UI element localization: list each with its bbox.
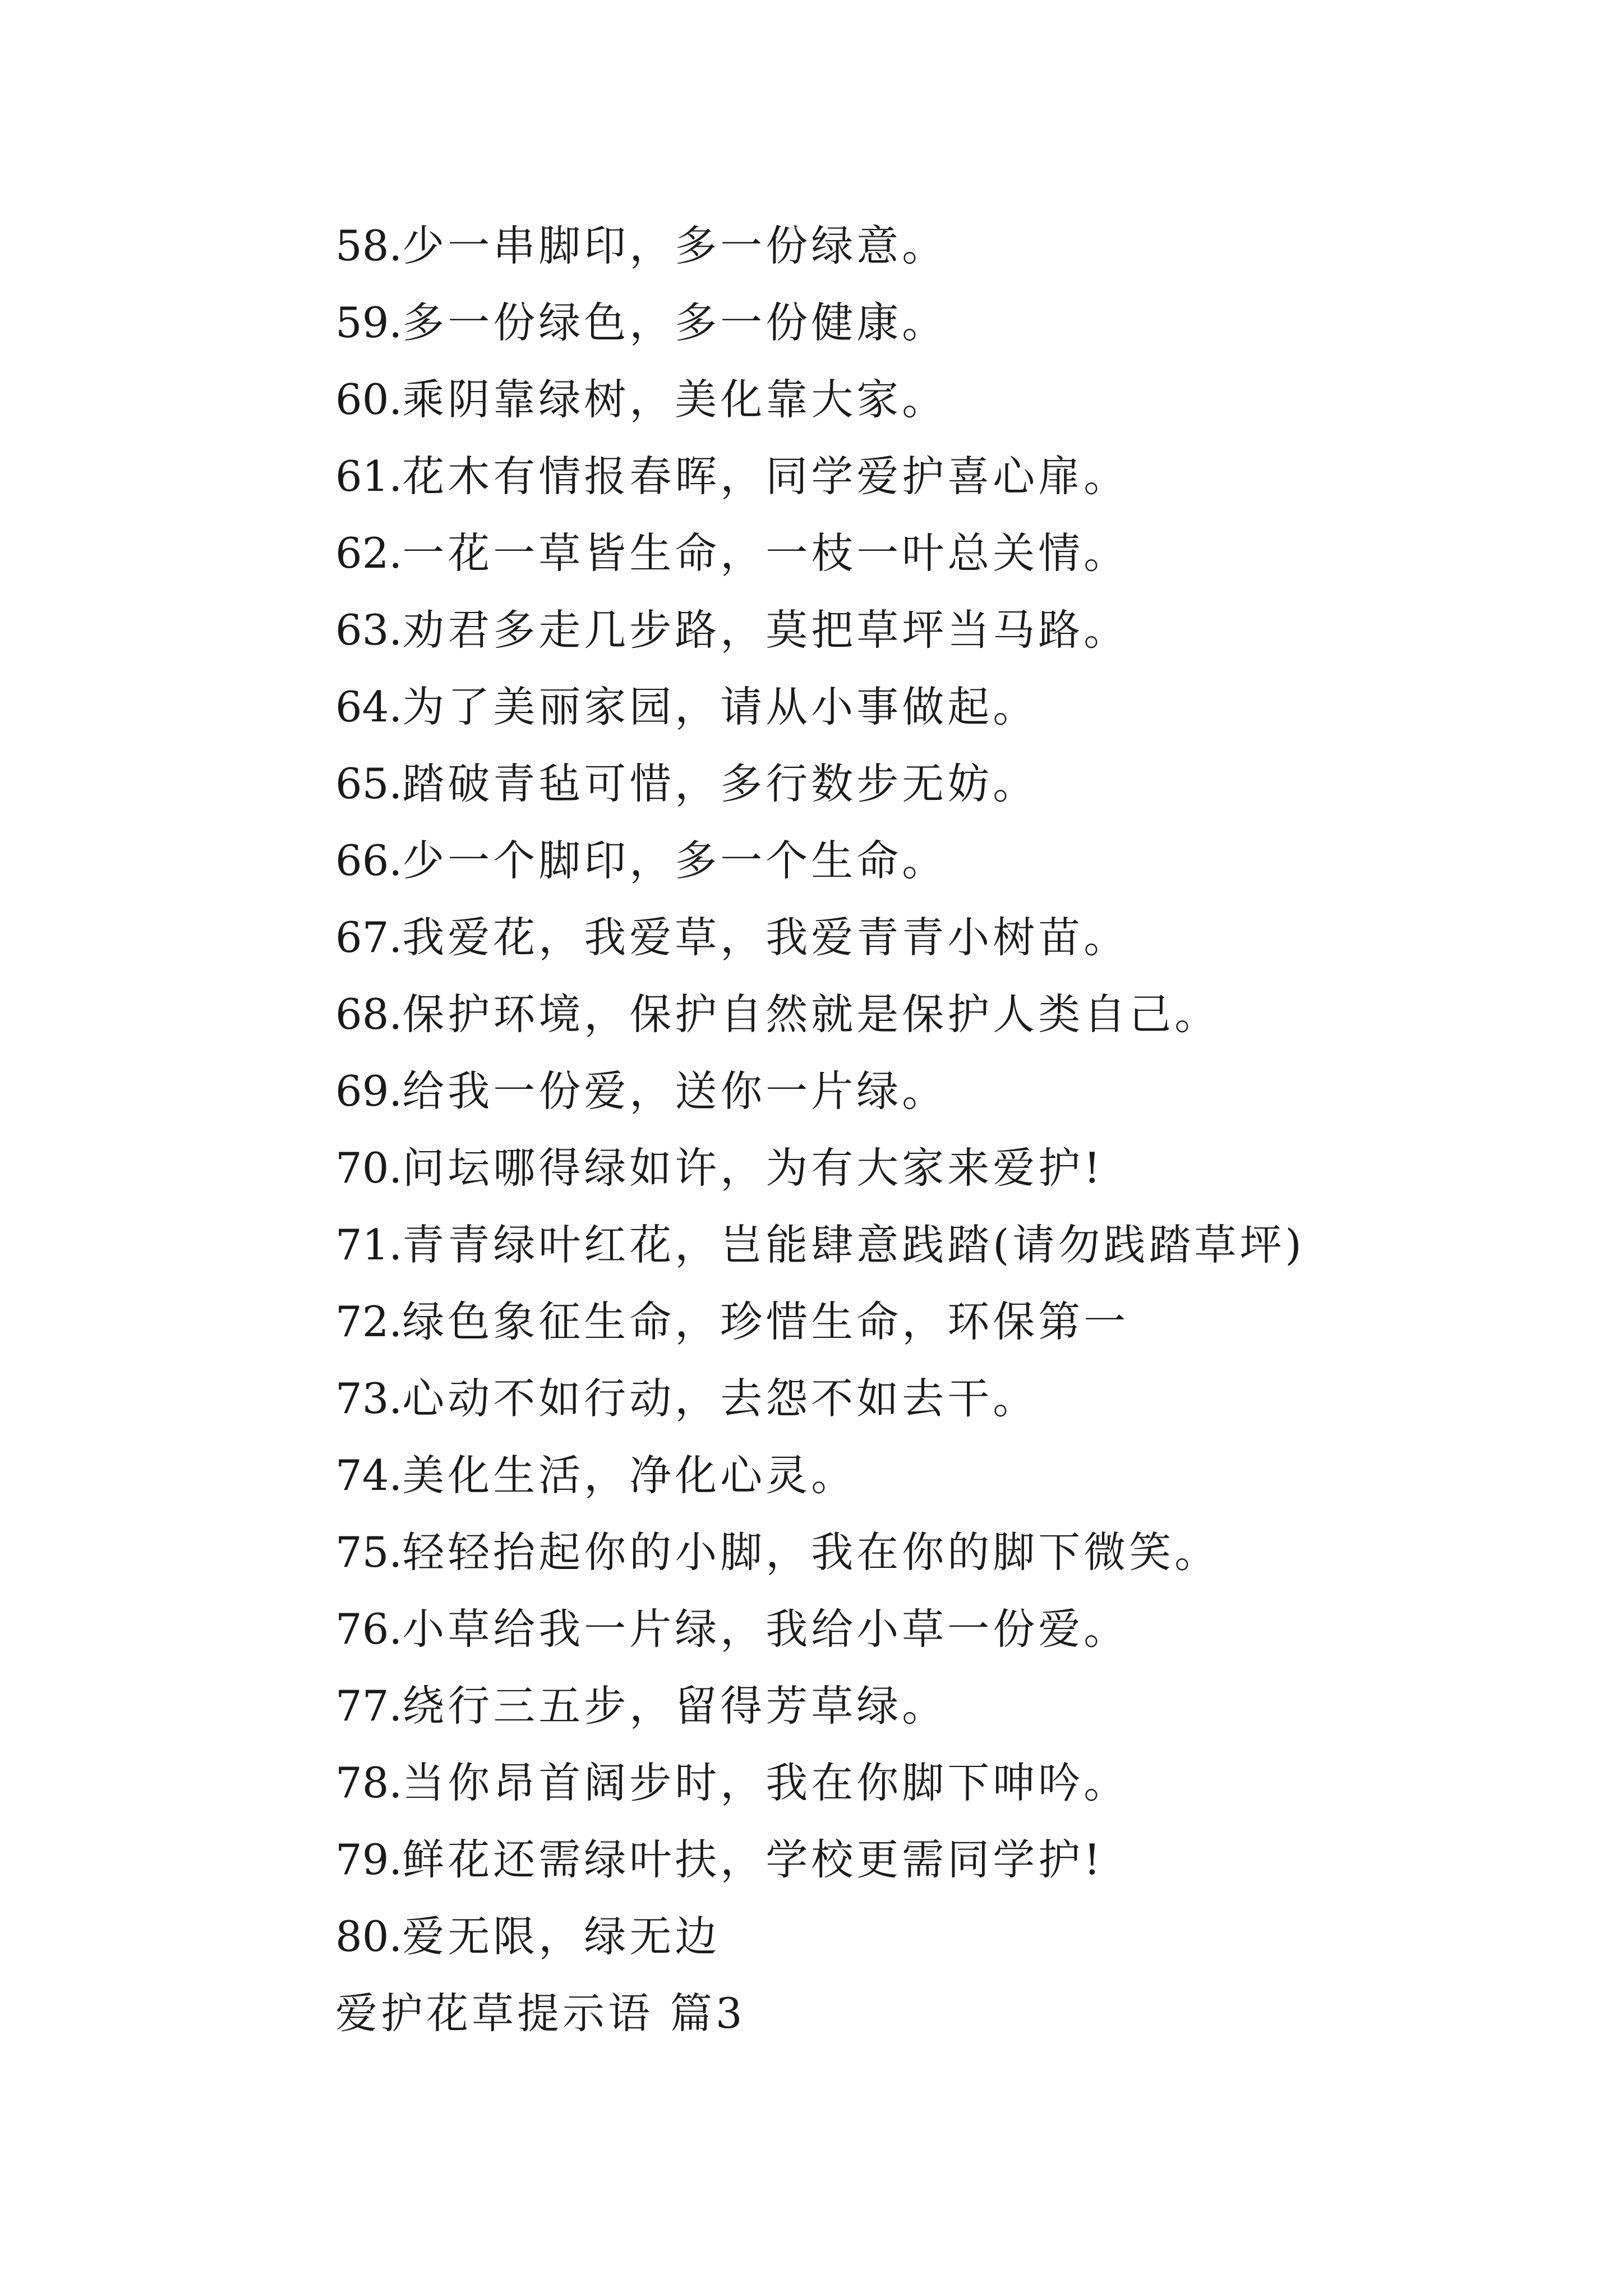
item-number: 74. <box>335 1451 403 1500</box>
item-text: 保护环境，保护自然就是保护人类自己。 <box>402 990 1220 1039</box>
item-number: 76. <box>335 1604 403 1654</box>
item-text: 给我一份爱，送你一片绿。 <box>402 1066 948 1116</box>
item-number: 71. <box>335 1220 403 1269</box>
section-heading: 爱护花草提示语 篇3 <box>335 1989 746 2038</box>
list-item <box>335 829 1305 906</box>
item-text: 少一串脚印，多一份绿意。 <box>402 221 948 270</box>
item-number: 65. <box>335 759 403 808</box>
list-item <box>335 1367 1305 1444</box>
list-item <box>335 291 1305 368</box>
item-text: 少一个脚印，多一个生命。 <box>402 836 948 885</box>
item-text: 我爱花，我爱草，我爱青青小树苗。 <box>402 913 1129 962</box>
item-number: 69. <box>335 1066 403 1116</box>
item-text: 青青绿叶红花，岂能肆意践踏(请勿践踏草坪) <box>402 1220 1305 1269</box>
item-number: 61. <box>335 452 403 501</box>
item-text: 为了美丽家园，请从小事做起。 <box>402 682 1039 731</box>
list-item <box>335 1598 1305 1674</box>
item-text: 爱无限，绿无边 <box>402 1912 721 1961</box>
item-text: 花木有情报春晖，同学爱护喜心扉。 <box>402 452 1129 501</box>
item-number: 75. <box>335 1527 403 1577</box>
item-text: 劝君多走几步路，莫把草坪当马路。 <box>402 605 1129 655</box>
item-number: 80. <box>335 1912 403 1961</box>
list-item <box>335 1521 1305 1598</box>
item-text: 绕行三五步，留得芳草绿。 <box>402 1681 948 1731</box>
item-number: 66. <box>335 836 403 885</box>
list-item <box>335 1828 1305 1905</box>
list-item <box>335 1905 1305 1982</box>
list-item <box>335 445 1305 522</box>
item-number: 72. <box>335 1297 403 1346</box>
item-number: 63. <box>335 605 403 655</box>
list-item <box>335 1213 1305 1290</box>
item-text: 多一份绿色，多一份健康。 <box>402 298 948 347</box>
item-text: 心动不如行动，去怨不如去干。 <box>402 1374 1039 1423</box>
item-number: 70. <box>335 1143 403 1193</box>
item-text: 绿色象征生命，珍惜生命，环保第一 <box>402 1297 1129 1346</box>
item-number: 62. <box>335 528 403 578</box>
list-item <box>335 1060 1305 1137</box>
item-text: 踏破青毡可惜，多行数步无妨。 <box>402 759 1039 808</box>
item-number: 68. <box>335 990 403 1039</box>
item-text: 问坛哪得绿如许，为有大家来爱护! <box>402 1143 1104 1193</box>
list-item <box>335 1137 1305 1213</box>
item-text: 轻轻抬起你的小脚，我在你的脚下微笑。 <box>402 1527 1220 1577</box>
list-item <box>335 368 1305 445</box>
list-item <box>335 214 1305 291</box>
item-number: 58. <box>335 221 403 270</box>
list-item <box>335 752 1305 829</box>
item-text: 鲜花还需绿叶扶，学校更需同学护! <box>402 1835 1104 1884</box>
list-item <box>335 906 1305 983</box>
item-number: 77. <box>335 1681 403 1731</box>
list-item <box>335 522 1305 599</box>
list-item <box>335 983 1305 1060</box>
item-number: 60. <box>335 375 403 424</box>
item-number: 73. <box>335 1374 403 1423</box>
slogan-list <box>335 214 1305 2059</box>
item-text: 小草给我一片绿，我给小草一份爱。 <box>402 1604 1129 1654</box>
item-text: 美化生活，净化心灵。 <box>402 1451 857 1500</box>
list-item <box>335 1751 1305 1828</box>
item-number: 78. <box>335 1758 403 1807</box>
item-number: 67. <box>335 913 403 962</box>
item-text: 当你昂首阔步时，我在你脚下呻吟。 <box>402 1758 1129 1807</box>
item-number: 79. <box>335 1835 403 1884</box>
list-item <box>335 1674 1305 1751</box>
item-number: 64. <box>335 682 403 731</box>
item-text: 乘阴靠绿树，美化靠大家。 <box>402 375 948 424</box>
item-number: 59. <box>335 298 403 347</box>
list-item <box>335 675 1305 752</box>
list-item <box>335 1290 1305 1367</box>
item-text: 一花一草皆生命，一枝一叶总关情。 <box>402 528 1129 578</box>
list-item <box>335 1444 1305 1521</box>
list-item <box>335 599 1305 675</box>
